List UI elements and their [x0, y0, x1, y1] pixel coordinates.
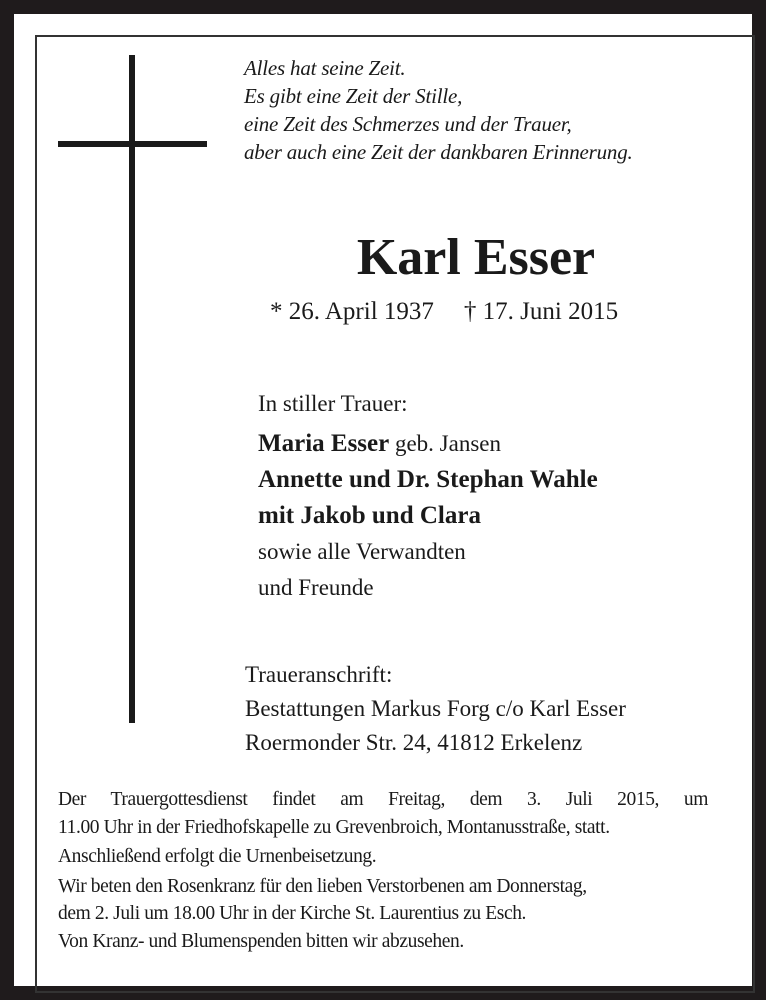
mourner-line: sowie alle Verwandten: [258, 539, 466, 564]
address-line: Roermonder Str. 24, 41812 Erkelenz: [245, 730, 583, 755]
mourning-address: [245, 658, 626, 760]
poem-line: Alles hat seine Zeit.: [244, 56, 406, 80]
deceased-name: Karl Esser: [356, 229, 596, 286]
mourner-line: und Freunde: [258, 575, 374, 600]
cross-icon-crossbar: [58, 141, 207, 147]
poem-line: Es gibt eine Zeit der Stille,: [244, 84, 463, 108]
mourner-line: [258, 426, 598, 462]
notice-line: Der Trauergottesdienst findet am Freitag, dem 3. Juli 2015, um: [58, 789, 708, 810]
life-dates: [270, 296, 618, 328]
service-notice: [58, 786, 708, 955]
mourner-line: mit Jakob und Clara: [258, 502, 481, 529]
birth-date: * 26. April 1937: [270, 298, 434, 325]
notice-line: Anschließend erfolgt die Urnenbeisetzung.: [58, 846, 377, 867]
mourners: [258, 386, 598, 606]
poem-line: aber auch eine Zeit der dankbaren Erinnerung.: [244, 140, 633, 164]
notice-line: Von Kranz- und Blumenspenden bitten wir abzusehen.: [58, 930, 464, 952]
death-date: † 17. Juni 2015: [463, 298, 619, 325]
address-label: Traueranschrift:: [245, 662, 393, 687]
mourner-maiden-name: geb. Jansen: [389, 431, 501, 456]
cross-icon: [129, 55, 135, 723]
mourners-intro: In stiller Trauer:: [258, 391, 408, 416]
poem-line: eine Zeit des Schmerzes und der Trauer,: [244, 112, 572, 136]
notice-line: 11.00 Uhr in der Friedhofskapelle zu Grevenbroich, Montanusstraße, statt.: [58, 816, 610, 838]
mourner-name: Maria Esser: [258, 430, 390, 457]
mourner-line: Annette und Dr. Stephan Wahle: [258, 466, 598, 493]
notice-line: Wir beten den Rosenkranz für den lieben Verstorbenen am Donnerstag,: [58, 875, 587, 897]
notice-line: dem 2. Juli um 18.00 Uhr in der Kirche St. Laurentius zu Esch.: [58, 903, 527, 924]
address-line: Bestattungen Markus Forg c/o Karl Esser: [245, 696, 626, 721]
poem: [244, 54, 633, 166]
